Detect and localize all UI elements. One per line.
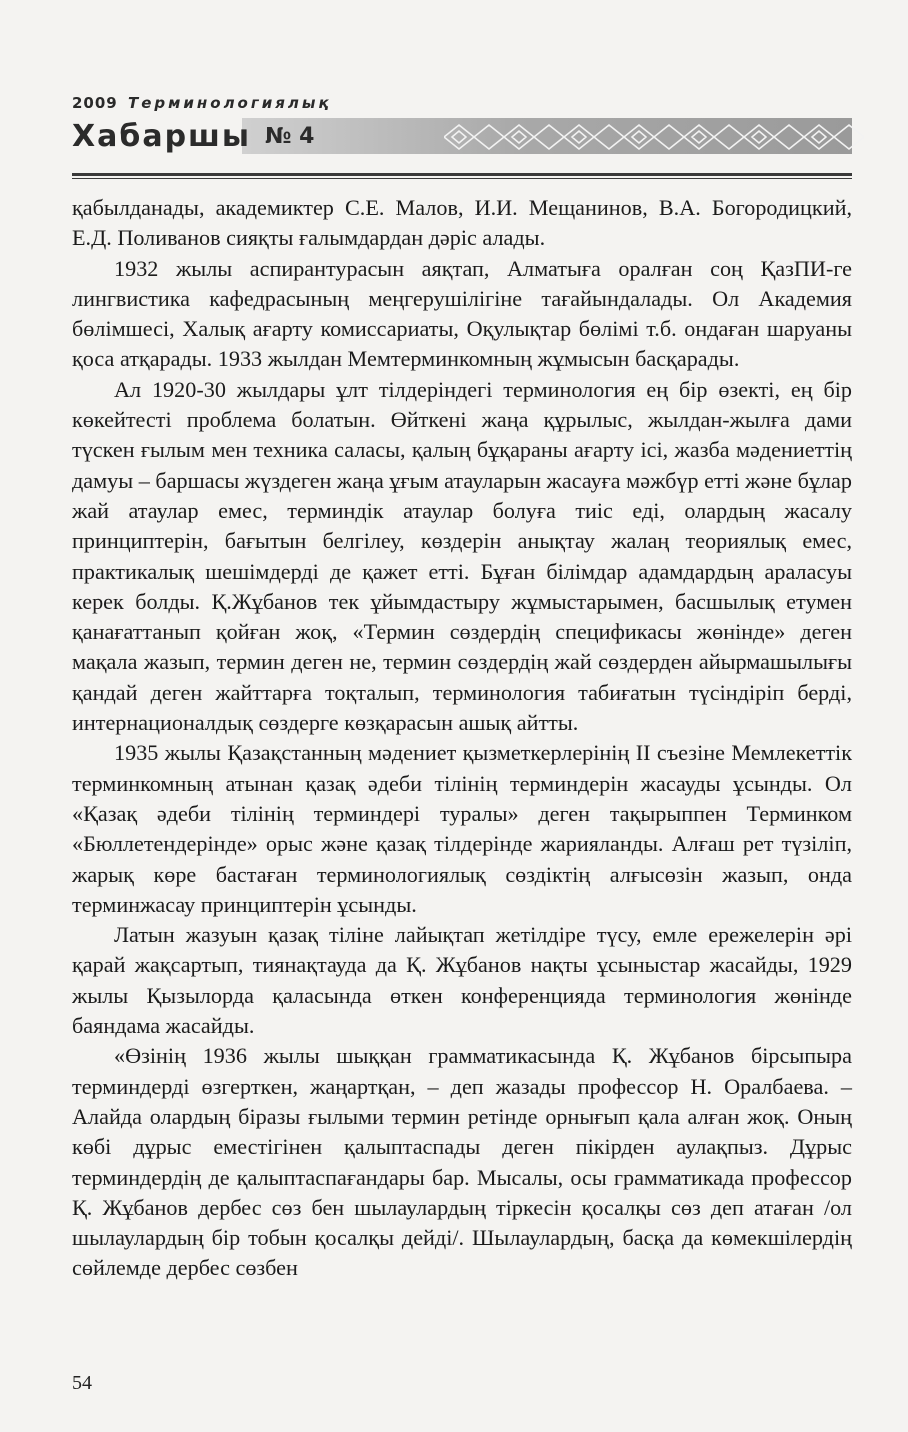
lattice-ornament-icon bbox=[444, 122, 864, 152]
paragraph-6: «Өзінің 1936 жылы шыққан грамматикасында Қ. Жұбанов бірсыпыра терминдерді өзгерткен, жаңартқан, – деп жазады профессор Н. Оралбаева. – Алайда олардың біразы ғылыми термин ретінде орнығып қала алған жоқ. Оның көбі дұрыс еместігінен қалыптаспады деген пікірден аулақпыз. Дұрыс терминдердің де қалыптаспағандары бар. Мысалы, осы грамматикада профессор Қ. Жұбанов дербес сөз бен шылаулардың тіркесін қосалқы сөз деп атаған /ол шылаулардың бір тобын қосалқы дейді/. Шылаулардың, басқа да көмекшілердің сөйлемде дербес сөзбен bbox=[72, 1043, 852, 1281]
paragraph-4: 1935 жылы Қазақстанның мәдениет қызметкерлерінің ІІ съезіне Мемлекеттік терминкомның атынан қазақ әдеби тілінің терминдерін жасауды ұсынды. Ол «Қазақ әдеби тілінің терминдері туралы» деген тақырыппен Терминком «Бюллетендерінде» орыс және қазақ тілдерінде жарияланды. Алғаш рет түзіліп, жарық көре бастаған терминологиялық сөздіктің алғысөзін жазып, онда терминжасау принциптерін ұсынды. bbox=[72, 740, 852, 917]
article-body bbox=[72, 193, 852, 1284]
paragraph-3: Ал 1920-30 жылдары ұлт тілдеріндегі терминология ең бір өзекті, ең бір көкейтесті проблема болатын. Өйткені жаңа құрылыс, жылдан-жылға дами түскен ғылым мен техника саласы, қалың бұқараны ағарту ісі, жазба мәдениеттің дамуы – баршасы жүздеген жаңа ұғым атауларын жасауға мәжбүр етті және бұлар жай атаулар емес, терминдік атаулар болуға тиіс еді, олардың жасалу принциптерін, бағытын белгілеу, көздерін анықтау жалаң теориялық емес, практикалық шешімдерді де қажет етті. Бұған білімдар адамдардың араласуы керек болды. Қ.Жұбанов тек ұйымдастыру жұмыстарымен, басшылық етумен қанағаттанып қойған жоқ, «Термин сөздердің спецификасы жөнінде» деген мақала жазып, термин деген не, термин сөздердің жай сөздерден айырмашылығы қандай деген жайттарға тоқталып, терминология табиғатын түсіндіріп берді, интернационалдық сөздерге көзқарасын ашық айтты. bbox=[72, 376, 852, 736]
page-number: 54 bbox=[72, 1372, 92, 1394]
header-rule-thick bbox=[72, 173, 852, 176]
header-band bbox=[72, 116, 852, 156]
header-top-line bbox=[72, 94, 852, 114]
header-issue-number: № 4 bbox=[265, 123, 315, 149]
header-year: 2009 bbox=[72, 94, 118, 112]
header-title: Хабаршы bbox=[72, 118, 252, 154]
header-rule-thin bbox=[72, 178, 852, 179]
paragraph-5: Латын жазуын қазақ тіліне лайықтап жетілдіре түсу, емле ережелерін әрі қарай жақсартып, тиянақтауда да Қ. Жұбанов нақты ұсыныстар жасайды, 1929 жылы Қызылорда қаласында өткен конференцияда терминология жөнінде баяндама жасайды. bbox=[72, 922, 852, 1039]
header-journal-name: Терминологиялық bbox=[127, 94, 332, 112]
journal-header bbox=[72, 94, 852, 156]
paragraph-2: 1932 жылы аспирантурасын аяқтап, Алматыға оралған соң ҚазПИ-ге лингвистика кафедрасының меңгерушілігіне тағайындалады. Ол Академия бөлімшесі, Халық ағарту комиссариаты, Оқулықтар бөлімі т.б. ондаған шаруаны қоса атқарады. 1933 жылдан Мемтерминкомның жұмысын басқарады. bbox=[72, 255, 852, 372]
paragraph-1: қабылданады, академиктер С.Е. Малов, И.И. Мещанинов, В.А. Богородицкий, Е.Д. Поливанов сияқты ғалымдардан дәріс алады. bbox=[72, 195, 852, 251]
